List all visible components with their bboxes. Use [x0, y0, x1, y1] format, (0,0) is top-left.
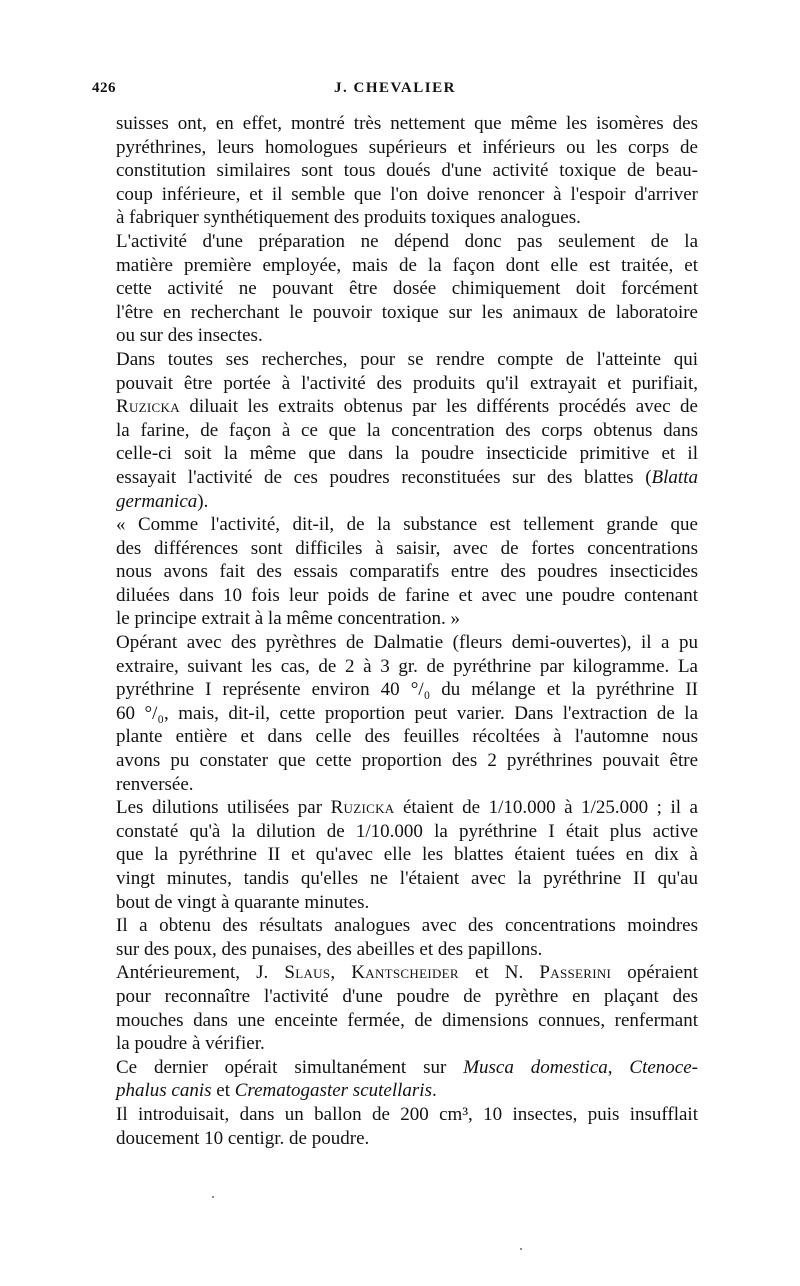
text-line: Ruzicka diluait les extraits obtenus par les différents procédés avec de — [116, 396, 698, 418]
page-number: 426 — [92, 80, 116, 96]
text-line: suisses ont, en effet, montré très nettement que même les isomères des — [116, 113, 698, 134]
styled-term: Ruzicka — [330, 797, 395, 819]
styled-term: Blatta — [651, 466, 698, 488]
text-line: Opérant avec des pyrèthres de Dalmatie (fleurs demi-ouvertes), il a pu — [116, 632, 698, 654]
text-line: renversée. — [116, 773, 194, 795]
text-line: « Comme l'activité, dit-il, de la substance est tellement grande que — [116, 514, 698, 536]
text-line: constitution similaires sont tous doués d'une activité toxique de beau- — [116, 160, 698, 182]
text-line: plante entière et dans celle des feuilles récoltées à l'automne nous — [116, 726, 698, 748]
text-line: pyréthrine I représente environ 40 °/₀ du mélange et la pyréthrine II — [116, 679, 698, 701]
styled-term: Slaus — [284, 962, 331, 984]
text-line: doucement 10 centigr. de poudre. — [116, 1127, 370, 1149]
text-line: la poudre à vérifier. — [116, 1033, 265, 1055]
print-speck — [520, 1248, 522, 1250]
text-line: extraire, suivant les cas, de 2 à 3 gr. de pyréthrine par kilogramme. La — [116, 655, 698, 677]
text-line: mouches dans une enceinte fermée, de dimensions connues, renfermant — [116, 1009, 698, 1031]
text-line: L'activité d'une préparation ne dépend donc pas seulement de la — [116, 230, 698, 252]
text-line: Il introduisait, dans un ballon de 200 cm³, 10 insectes, puis insufflait — [116, 1103, 698, 1125]
text-line: phalus canis et Crematogaster scutellaris. — [116, 1080, 437, 1102]
paragraph-6 — [92, 796, 698, 914]
body-text — [92, 112, 698, 1150]
styled-term: Ruzicka — [116, 396, 180, 418]
text-line: 60 °/₀, mais, dit-il, cette proportion peut varier. Dans l'extraction de la — [116, 702, 698, 724]
paragraph-10 — [92, 1103, 698, 1150]
paragraph-7 — [92, 914, 698, 961]
styled-term: Passerini — [539, 962, 612, 984]
print-speck — [212, 1196, 214, 1198]
text-line: que la pyréthrine II et qu'avec elle les blattes étaient tuées en dix à — [116, 844, 698, 866]
paragraph-3 — [92, 348, 698, 513]
paragraph-4 — [92, 513, 698, 631]
text-line: des différences sont difficiles à saisir, avec de fortes concentrations — [116, 537, 698, 559]
text-line: matière première employée, mais de la façon dont elle est traitée, et — [116, 254, 698, 276]
text-line: constaté qu'à la dilution de 1/10.000 la pyréthrine I était plus active — [116, 820, 698, 842]
styled-term: Crematogaster scutellaris — [234, 1080, 432, 1102]
styled-term: Ctenoce- — [629, 1056, 698, 1078]
text-line: à fabriquer synthétiquement des produits toxiques analogues. — [116, 207, 581, 229]
text-line: pour reconnaître l'activité d'une poudre de pyrèthre en plaçant des — [116, 985, 698, 1007]
text-line: avons pu constater que cette proportion des 2 pyréthrines pouvait être — [116, 750, 698, 772]
text-line: Les dilutions utilisées par Ruzicka étaient de 1/10.000 à 1/25.000 ; il a — [116, 797, 698, 819]
text-line: Il a obtenu des résultats analogues avec des concentrations moindres — [116, 915, 698, 937]
paragraph-8 — [92, 961, 698, 1055]
text-line: Antérieurement, J. Slaus, Kantscheider et N. Passerini opéraient — [116, 962, 698, 984]
styled-term: phalus canis — [116, 1080, 212, 1102]
text-line: le principe extrait à la même concentration. » — [116, 608, 460, 630]
paragraph-2 — [92, 230, 698, 348]
text-line: germanica). — [116, 490, 209, 512]
running-head: J. CHEVALIER — [334, 80, 456, 96]
styled-term: germanica — [116, 490, 198, 512]
text-line: pouvait être portée à l'activité des produits qu'il extrayait et purifiait, — [116, 372, 698, 394]
text-line: pyréthrines, leurs homologues supérieurs et inférieurs ou les corps de — [116, 136, 698, 158]
text-line: diluées dans 10 fois leur poids de farine et avec une poudre contenant — [116, 584, 698, 606]
text-line: coup inférieure, et il semble que l'on doive renoncer à l'espoir d'arriver — [116, 183, 698, 205]
text-line: cette activité ne pouvant être dosée chimiquement doit forcément — [116, 278, 698, 300]
text-line: bout de vingt à quarante minutes. — [116, 891, 370, 913]
text-line: Ce dernier opérait simultanément sur Musca domestica, Ctenoce- — [116, 1056, 698, 1078]
text-line: sur des poux, des punaises, des abeilles et des papillons. — [116, 938, 543, 960]
paragraph-9 — [92, 1056, 698, 1103]
text-line: Dans toutes ses recherches, pour se rendre compte de l'atteinte qui — [116, 348, 698, 370]
text-line: ou sur des insectes. — [116, 325, 263, 347]
text-line: nous avons fait des essais comparatifs entre des poudres insecticides — [116, 561, 698, 583]
paragraph-5 — [92, 631, 698, 796]
styled-term: Kantscheider — [351, 962, 459, 984]
text-line: essayait l'activité de ces poudres reconstituées sur des blattes (Blatta — [116, 466, 698, 488]
styled-term: Musca domestica — [463, 1056, 608, 1078]
text-line: celle-ci soit la même que dans la poudre insecticide primitive et il — [116, 443, 698, 465]
text-line: la farine, de façon à ce que la concentration des corps obtenus dans — [116, 419, 698, 441]
paragraph-1 — [92, 112, 698, 230]
text-line: vingt minutes, tandis qu'elles ne l'étaient avec la pyréthrine II qu'au — [116, 868, 698, 889]
page-header — [92, 74, 698, 100]
text-line: l'être en recherchant le pouvoir toxique sur les animaux de laboratoire — [116, 301, 698, 323]
